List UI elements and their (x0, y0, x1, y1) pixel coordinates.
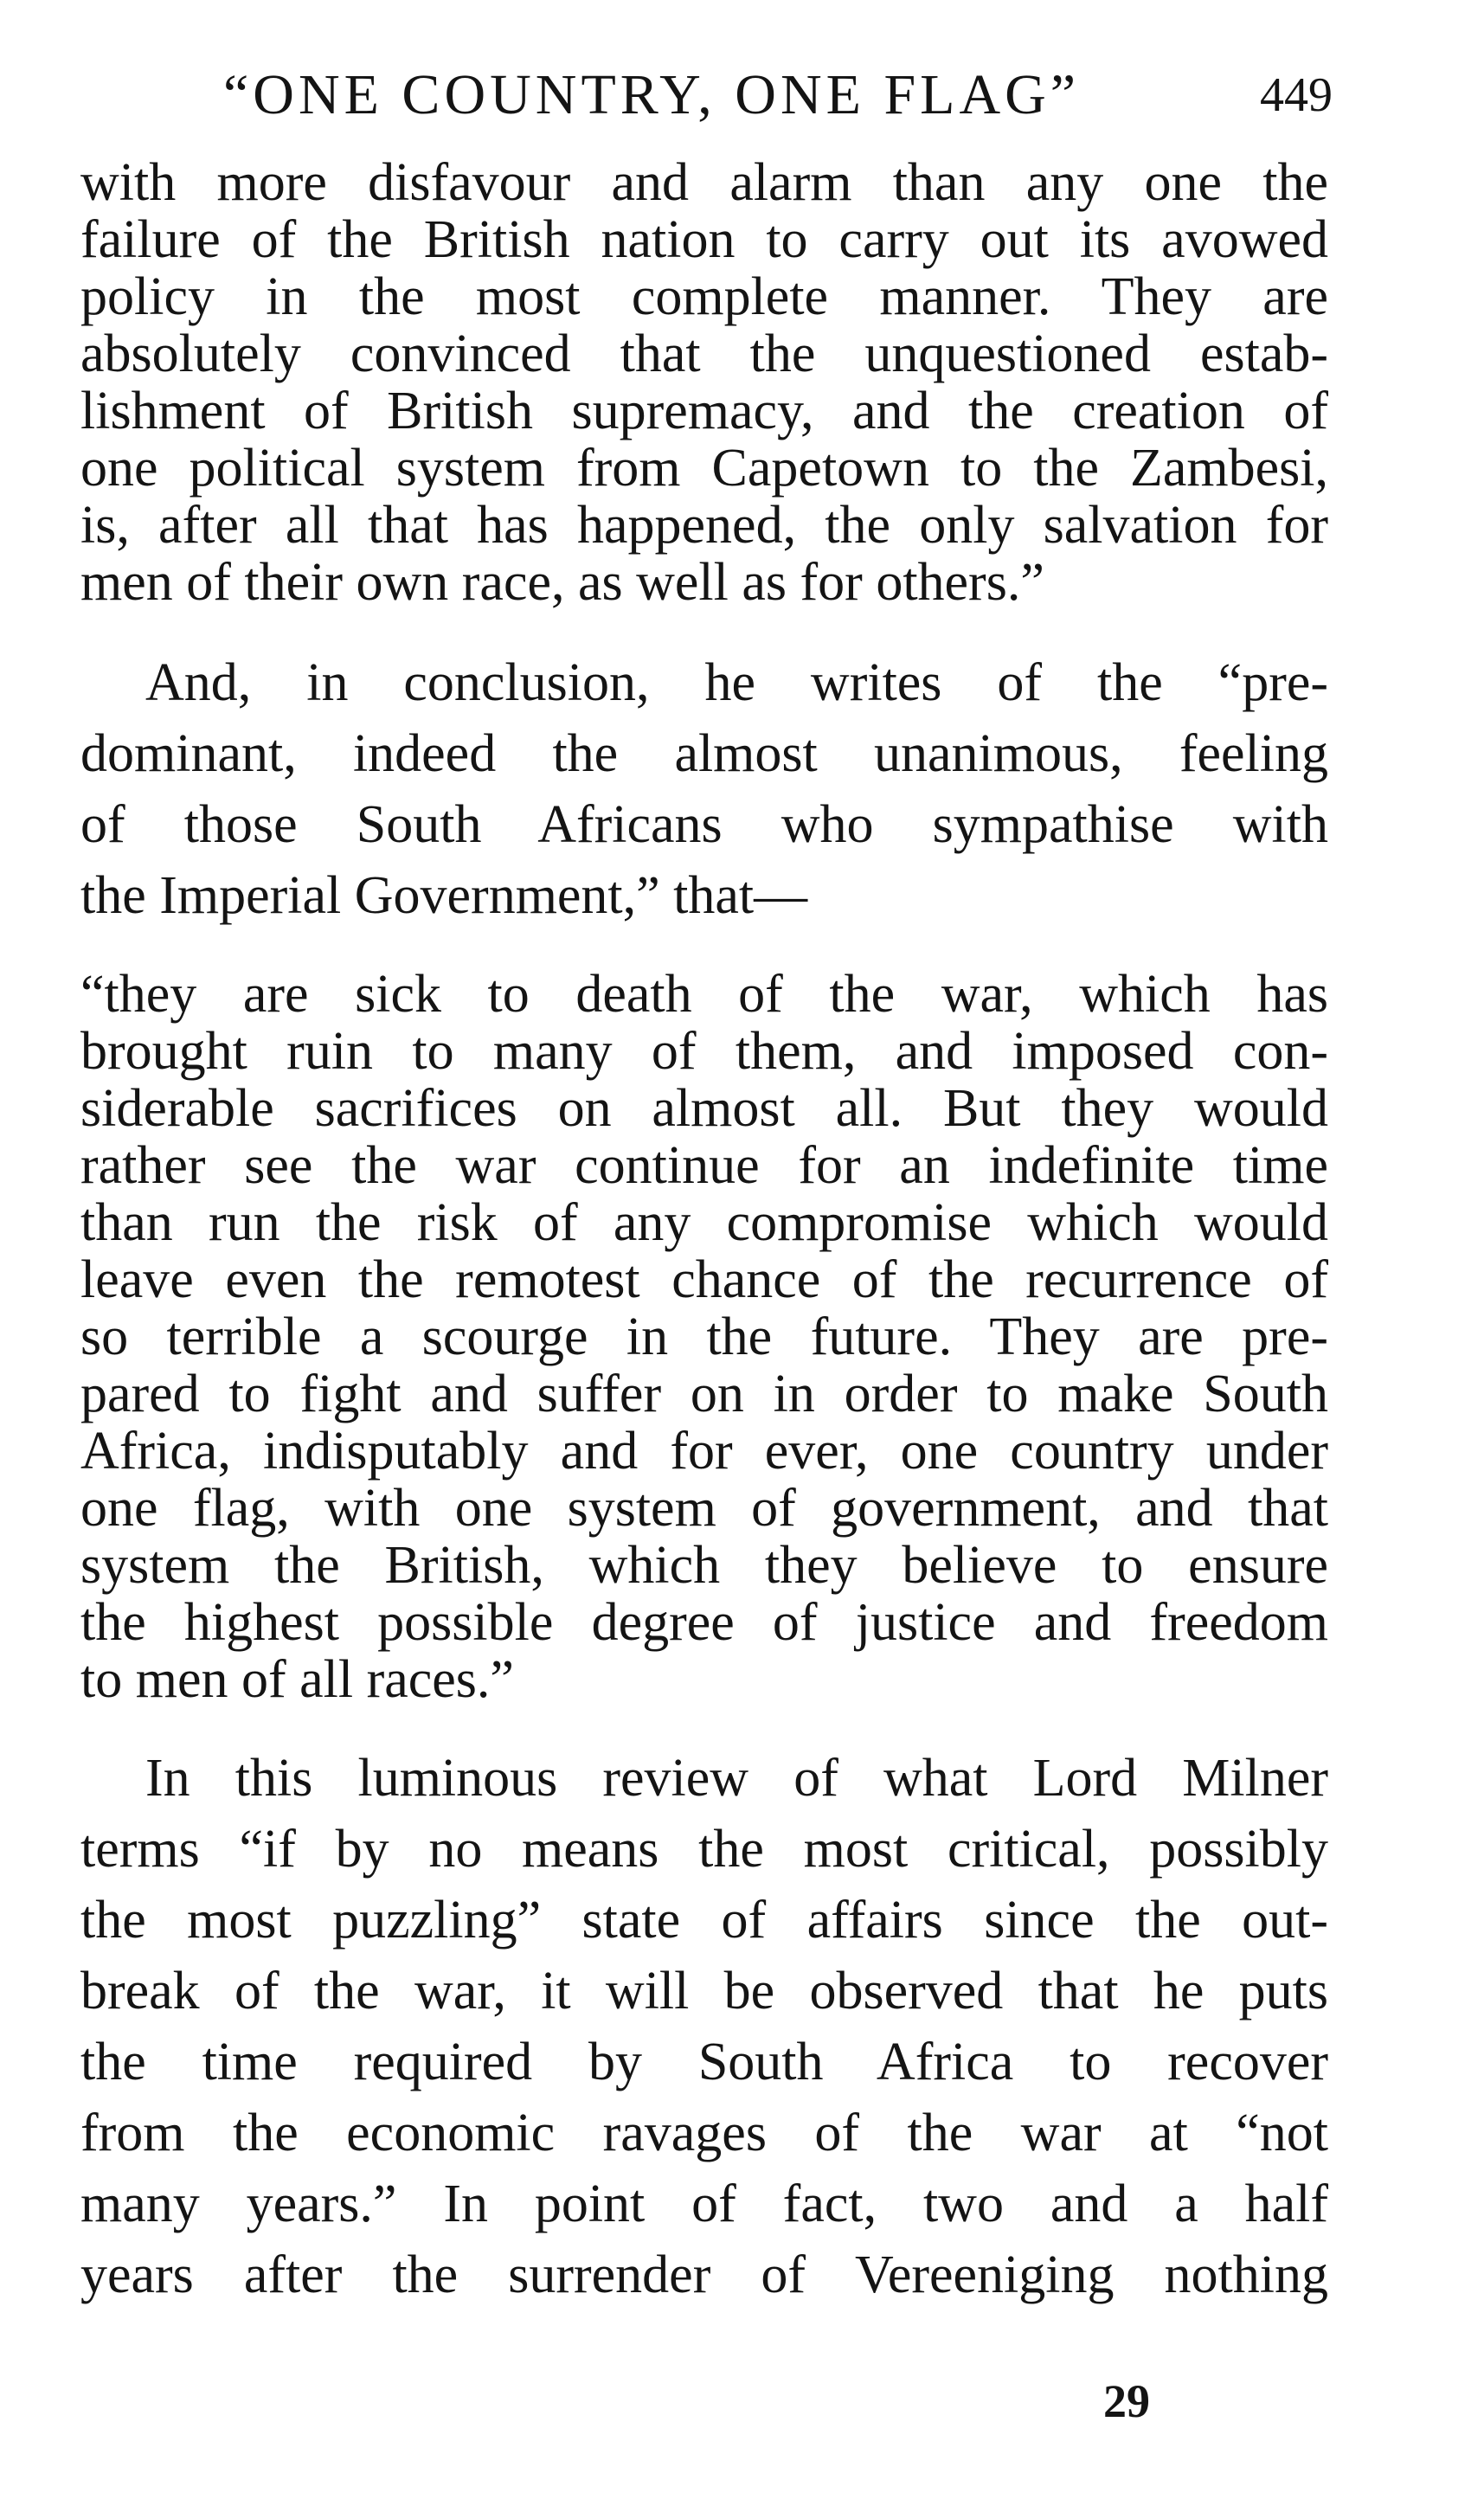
text-line: men of their own race, as well as for others.” (80, 553, 1044, 612)
text-line: brought ruin to many of them, and imposed con- (80, 1022, 1328, 1081)
text-line: pared to fight and suffer on in order to make South (80, 1365, 1328, 1423)
text-line: with more disfavour and alarm than any one the (80, 153, 1328, 212)
quote-paragraph-continuation (80, 154, 1328, 611)
text-line: one political system from Capetown to the Zambesi, (80, 439, 1328, 498)
text-line: is, after all that has happened, the only salvation for (80, 496, 1328, 555)
text-line: lishment of British supremacy, and the creation of (80, 382, 1328, 440)
text-line: policy in the most complete manner. They are (80, 267, 1328, 326)
page-number: 449 (1260, 68, 1333, 122)
text-line: siderable sacrifices on almost all. But they would (80, 1079, 1328, 1138)
running-title: “ONE COUNTRY, ONE FLAG” (223, 63, 1081, 126)
text-line: Africa, indisputably and for ever, one country under (80, 1422, 1328, 1481)
text-line: break of the war, it will be observed that he puts (80, 1962, 1328, 2020)
text-line: the highest possible degree of justice and freedom (80, 1593, 1328, 1652)
text-line: absolutely convinced that the unquestioned estab- (80, 324, 1328, 383)
text-line: one flag, with one system of government, and that (80, 1479, 1328, 1538)
text-line: the time required by South Africa to recover (80, 2033, 1328, 2091)
paragraph-gap (80, 611, 1328, 647)
text-line: terms “if by no means the most critical, possibly (80, 1820, 1328, 1879)
signature-mark: 29 (1103, 2375, 1150, 2427)
text-line: leave even the remotest chance of the recurrence of (80, 1250, 1328, 1309)
body-text (80, 154, 1328, 2310)
text-line: the most puzzling” state of affairs since the out- (80, 1891, 1328, 1950)
text-line: to men of all races.” (80, 1650, 514, 1709)
text-line: from the economic ravages of the war at “not (80, 2104, 1328, 2162)
text-line: rather see the war continue for an indefinite time (80, 1136, 1328, 1195)
text-line: system the British, which they believe to ensure (80, 1536, 1328, 1595)
body-paragraph-conclusion (80, 647, 1328, 931)
text-line: failure of the British nation to carry out its avowed (80, 210, 1328, 269)
text-line: dominant, indeed the almost unanimous, feeling (80, 724, 1328, 783)
text-line: the Imperial Government,” that— (80, 866, 808, 925)
quote-paragraph (80, 966, 1328, 1708)
text-line: so terrible a scourge in the future. They are pre- (80, 1307, 1328, 1366)
text-line: And, in conclusion, he writes of the “pre- (145, 653, 1328, 712)
paragraph-gap (80, 931, 1328, 966)
text-line: than run the risk of any compromise which would (80, 1193, 1328, 1252)
body-paragraph-review (80, 1743, 1328, 2310)
text-line: of those South Africans who sympathise with (80, 795, 1328, 854)
text-line: years after the surrender of Vereeniging nothing (80, 2245, 1328, 2304)
running-head (78, 61, 1333, 130)
paragraph-gap (80, 1708, 1328, 1743)
text-line: “they are sick to death of the war, which has (80, 965, 1328, 1024)
text-line: many years.” In point of fact, two and a half (80, 2175, 1328, 2233)
text-line: In this luminous review of what Lord Milner (145, 1749, 1328, 1808)
